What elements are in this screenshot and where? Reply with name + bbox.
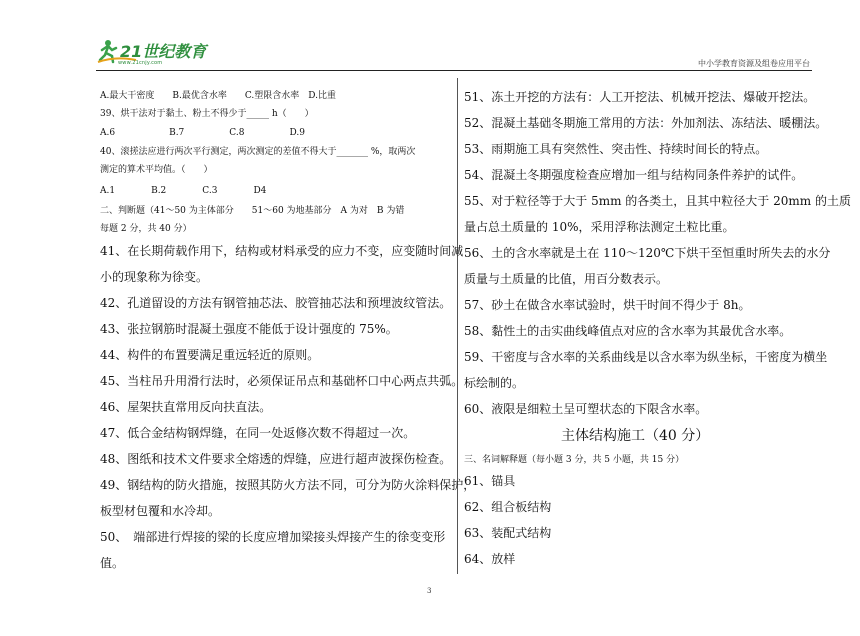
q40-options: A.1 B.2 C.3 D4: [100, 186, 267, 196]
logo: [96, 38, 216, 72]
column-divider: [457, 78, 458, 574]
q39-options: A.6 B.7 C.8 D.9: [100, 128, 305, 138]
q53: 53、雨期施工具有突然性、突击性、持续时间长的特点。: [464, 142, 768, 156]
q50-line-1: 50、 端部进行焊接的梁的长度应增加梁接头焊接产生的徐变变形: [100, 530, 446, 544]
q64: 64、放样: [464, 552, 516, 566]
q49-line-1: 49、钢结构的防火措施，按照其防火方法不同，可分为防火涂料保护，: [100, 478, 476, 492]
page-number: 3: [427, 587, 432, 595]
q41-line-2: 小的现象称为徐变。: [100, 270, 209, 284]
q60: 60、液限是细粒土呈可塑状态的下限含水率。: [464, 402, 708, 416]
q41-line-1: 41、在长期荷载作用下，结构或材料承受的应力不变，应变随时间减: [100, 244, 464, 258]
q40-stem-1: 40、滚搓法应进行两次平行测定，两次测定的差值不得大于_______ %，取两次: [100, 147, 416, 157]
terms-heading: 三、名词解释题（每小题 3 分，共 5 小题，共 15 分）: [464, 455, 685, 465]
q59-line-1: 59、干密度与含水率的关系曲线是以含水率为纵坐标，干密度为横坐: [464, 350, 828, 364]
q56-line-2: 质量与土质量的比值，用百分数表示。: [464, 272, 669, 286]
section-title: 主体结构施工（40 分）: [561, 428, 710, 444]
q59-line-2: 标绘制的。: [464, 376, 525, 390]
q52: 52、混凝土基础冬期施工常用的方法：外加剂法、冻结法、暖棚法。: [464, 116, 828, 130]
q45: 45、当柱吊升用滑行法时，必须保证吊点和基础杯口中心两点共弧。: [100, 374, 464, 388]
q44: 44、构件的布置要满足重远轻近的原则。: [100, 348, 320, 362]
q58: 58、黏性土的击实曲线峰值点对应的含水率为其最优含水率。: [464, 324, 792, 338]
q48: 48、图纸和技术文件要求全熔透的焊缝，应进行超声波探伤检查。: [100, 452, 452, 466]
q63: 63、装配式结构: [464, 526, 552, 540]
q51: 51、冻土开挖的方法有：人工开挖法、机械开挖法、爆破开挖法。: [464, 90, 816, 104]
q47: 47、低合金结构钢焊缝，在同一处返修次数不得超过一次。: [100, 426, 416, 440]
judge-heading-1: 二、判断题（41～50 为主体部分 51～60 为地基部分 A 为对 B 为错: [100, 206, 405, 216]
logo-text: 21世纪教育: [120, 42, 207, 61]
judge-heading-2: 每题 2 分，共 40 分）: [100, 224, 192, 234]
q54: 54、混凝土冬期强度检查应增加一组与结构同条件养护的试件。: [464, 168, 804, 182]
q49-line-2: 板型材包覆和水冷却。: [100, 504, 221, 518]
q46: 46、屋架扶直常用反向扶直法。: [100, 400, 272, 414]
q40-stem-2: 测定的算术平均值。（ ）: [100, 165, 213, 175]
q61: 61、锚具: [464, 474, 516, 488]
header-rule: [96, 70, 812, 71]
q55-line-1: 55、对于粒径等于大于 5mm 的各类土，且其中粒径大于 20mm 的土质: [464, 194, 851, 208]
page-header: [0, 0, 860, 70]
q55-line-2: 量占总土质量的 10%，采用浮称法测定土粒比重。: [464, 220, 735, 234]
platform-name: 中小学教育资源及组卷应用平台: [698, 59, 810, 68]
q62: 62、组合板结构: [464, 500, 552, 514]
q50-line-2: 值。: [100, 556, 125, 570]
q57: 57、砂土在做含水率试验时，烘干时间不得少于 8h。: [464, 298, 751, 312]
q43: 43、张拉钢筋时混凝土强度不能低于设计强度的 75%。: [100, 322, 398, 336]
q56-line-1: 56、土的含水率就是土在 110～120℃下烘干至恒重时所失去的水分: [464, 246, 831, 260]
q42: 42、孔道留设的方法有钢管抽芯法、胶管抽芯法和预埋波纹管法。: [100, 296, 452, 310]
q38-options: A.最大干密度 B.最优含水率 C.塑限含水率 D.比重: [100, 91, 337, 101]
q39-stem: 39、烘干法对于黏土、粉土不得少于_____ h（ ）: [100, 109, 314, 119]
logo-url: www.21cnjy.com: [118, 60, 163, 66]
